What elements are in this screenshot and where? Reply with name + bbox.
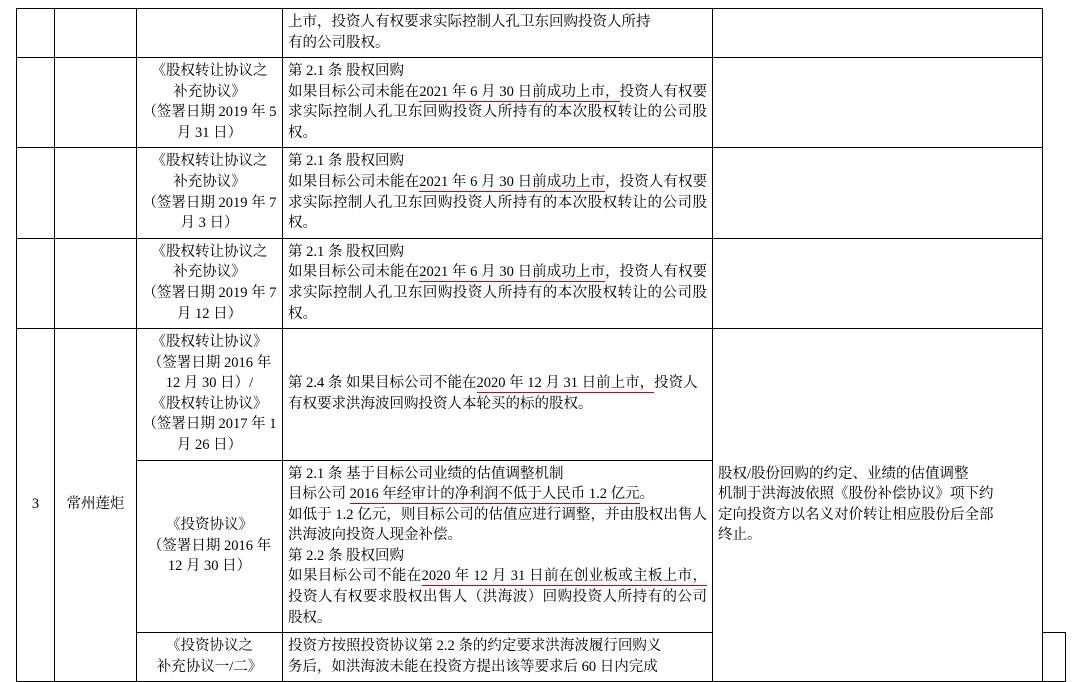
document-line: 月 26 日） (176, 436, 243, 453)
clause-line: 投资方按照投资协议第 2.2 条的约定要求洪海波履行回购义 (288, 638, 662, 655)
cell-clause (283, 633, 713, 682)
clause-line: 上市，投资人有权要求实际控制人孔卫东回购投资人所持 (288, 14, 651, 30)
cell-remark (713, 148, 1043, 238)
document-line: 补充协议》 (173, 264, 246, 281)
cell-clause (283, 238, 713, 328)
cell-remark (713, 238, 1043, 328)
cell-number (17, 238, 55, 328)
document-line: （签署日期 2016 年 (147, 354, 272, 371)
clause-title: 第 2.2 条 股权回购 (288, 547, 404, 564)
clause-text: 。 (639, 486, 655, 503)
document-line: 《股权转让协议》 (151, 395, 268, 412)
document-line: 月 12 日） (176, 305, 243, 322)
cell-clause (283, 148, 713, 238)
document-line: 《股权转让协议》 (151, 334, 268, 351)
document-line: 12 月 30 日） (167, 558, 252, 575)
cell-clause (283, 329, 713, 460)
clause-title: 第 2.1 条 股权回购 (288, 243, 404, 260)
cell-remark (713, 58, 1043, 148)
cell-document (137, 148, 283, 238)
cell-party: 常州莲炬 (55, 329, 137, 682)
document-line: 《股权转让协议之 (151, 153, 268, 170)
cell-document (137, 238, 283, 328)
clause-text: 第 2.4 条 如果目标公司不能在 (288, 375, 477, 392)
cell-number (17, 9, 55, 58)
document-line: 月 31 日） (176, 124, 243, 141)
clause-text: 如果目标公司未能在 (288, 83, 420, 100)
clause-line: 务后，如洪海波未能在投资方提出该等要求后 60 日内完成 (288, 658, 658, 675)
cell-party (55, 238, 137, 328)
document-line: （签署日期 2019 年 5 (142, 104, 277, 121)
table-row (17, 238, 1066, 328)
table-row (17, 58, 1066, 148)
clause-text: ，投资人有权要求实际控制人孔卫东回购投资人所持有的本次股权转让的公司股权。 (288, 264, 708, 322)
document-line: 《股权转让协议之 (151, 243, 268, 260)
cell-party (55, 9, 137, 58)
cell-clause (283, 460, 713, 633)
remark-line: 股权/股份回购的约定、业绩的估值调整 (718, 465, 969, 482)
clause-highlight: 2021 年 6 月 30 日前成功上市 (419, 264, 606, 281)
cell-clause (283, 9, 713, 58)
document-line: 《投资协议之 (166, 638, 253, 655)
clause-title: 第 2.1 条 股权回购 (288, 153, 404, 170)
cell-party (55, 148, 137, 238)
clause-text: 如果目标公司未能在 (288, 264, 420, 281)
clause-highlight: 2021 年 6 月 30 日前成功上市， (419, 83, 620, 100)
clause-highlight: 2020 年 12 月 31 日前在创业板或主板上市， (421, 568, 707, 585)
cell-document (137, 58, 283, 148)
document-line: 补充协议》 (173, 83, 246, 100)
document-line: （签署日期 2019 年 7 (142, 194, 277, 211)
table-row (17, 148, 1066, 238)
document-line: 《投资协议》 (166, 517, 253, 533)
cell-document (137, 460, 283, 633)
clause-body (288, 484, 707, 505)
table-row (17, 9, 1066, 58)
clause-text: 目标公司 (288, 486, 350, 503)
document-line: （签署日期 2019 年 7 (142, 284, 277, 301)
cell-remark (713, 329, 1043, 682)
cell-remark (1043, 633, 1066, 682)
document-line: 月 3 日） (180, 215, 239, 232)
cell-remark (713, 9, 1043, 58)
clause-body (288, 82, 707, 144)
cell-document (137, 329, 283, 460)
document-line: （签署日期 2017 年 1 (142, 416, 277, 433)
table-row (17, 329, 1066, 460)
document-line: 12 月 30 日）/ (165, 375, 254, 392)
clause-text: 投资人有权要求实际控制人孔卫东回购投资人所持有的本次股权转让的公司股权。 (288, 83, 708, 141)
document-line: 《股权转让协议之 (151, 63, 268, 80)
clause-title: 第 2.1 条 股权回购 (288, 63, 404, 80)
document-line: （签署日期 2016 年 (147, 537, 272, 554)
clause-text: 如果目标公司未能在 (288, 174, 420, 191)
document-line: 补充协议一/二》 (156, 658, 263, 675)
document-line: 补充协议》 (173, 174, 246, 191)
clause-text: ，投资人有权要求实际控制人孔卫东回购投资人所持有的本次股权转让的公司股权。 (288, 174, 708, 232)
clause-highlight: 2020 年 12 月 31 日前上市， (476, 375, 655, 392)
cell-party (55, 58, 137, 148)
cell-document (137, 9, 283, 58)
clause-body (288, 172, 707, 234)
agreement-table (16, 8, 1066, 682)
cell-number (17, 58, 55, 148)
clause-highlight: 2021 年 6 月 30 日前成功上市 (419, 174, 606, 191)
clause-text: 投资人有权要求洪海波回购投资人本轮买的标的股权。 (288, 375, 698, 412)
clause-line: 有的公司股权。 (288, 34, 390, 51)
clause-text: 投资人有权要求股权出售人（洪海波）回购投资人所持有的公司股权。 (288, 589, 707, 626)
clause-highlight: 2016 年经审计的净利润不低于人民币 1.2 亿元 (349, 486, 640, 503)
clause-text: 如果目标公司不能在 (288, 568, 422, 585)
clause-body (288, 262, 707, 324)
remark-line: 机制于洪海波依照《股份补偿协议》项下约 (718, 486, 994, 503)
clause-body (288, 566, 707, 628)
cell-document (137, 633, 283, 682)
cell-number (17, 148, 55, 238)
clause-body: 如低于 1.2 亿元，则目标公司的估值应进行调整，并由股权出售人洪海波向投资人现金补偿。 (288, 506, 707, 544)
clause-body (288, 373, 707, 414)
cell-number: 3 (17, 329, 55, 682)
clause-title: 第 2.1 条 基于目标公司业绩的估值调整机制 (288, 465, 564, 482)
remark-line: 定向投资方以名义对价转让相应股份后全部 (718, 506, 994, 523)
cell-clause (283, 58, 713, 148)
remark-line: 终止。 (718, 527, 762, 544)
